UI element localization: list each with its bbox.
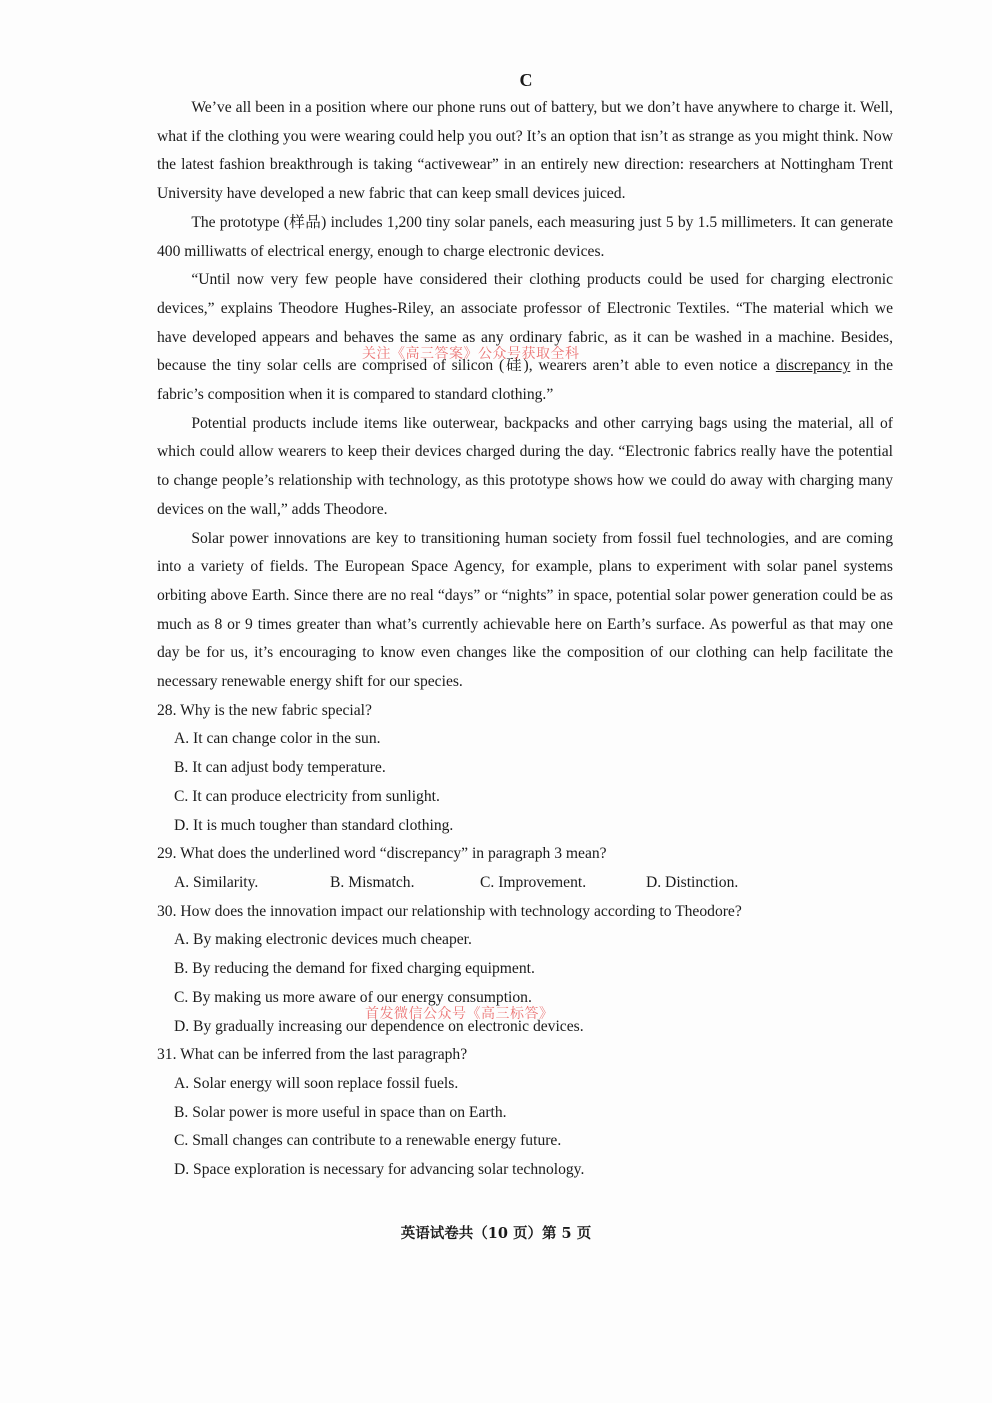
question-stem: 29. What does the underlined word “discrepancy” in paragraph 3 mean?	[157, 845, 607, 863]
option-b: B. It can adjust body temperature.	[174, 759, 386, 777]
option-c: C. Small changes can contribute to a renewable energy future.	[174, 1132, 562, 1150]
option-b: B. Mismatch.	[330, 873, 415, 891]
option-d: D. Space exploration is necessary for advancing solar technology.	[174, 1161, 585, 1179]
option-d: D. Distinction.	[646, 873, 739, 891]
paragraph-3-text-before: “Until now very few people have considered their clothing products could be used for charging electronic devices,” explains Theodore Hughes-Riley, an associate professor of Electronic Textiles. “The material which we have developed appears and behaves the same as any ordinary fabric, as it can be washed in a machine. Besides, because the tiny solar cells are comprised of silicon (硅), wearers aren’t able to even notice a	[157, 271, 893, 375]
paragraph-5: Solar power innovations are key to transitioning human society from fossil fuel technologies, and are coming into a variety of fields. The European Space Agency, for example, plans to experiment with solar panel systems orbiting above Earth. Since there are no real “days” or “nights” in space, potential solar power generation could be as much as 8 or 9 times greater than what’s currently achievable here on Earth’s surface. As powerful as that may one day be for us, it’s encouraging to know even changes like the composition of our clothing can help facilitate the necessary renewable energy shift for our species.	[157, 529, 893, 691]
paragraph-4: Potential products include items like outerwear, backpacks and other carrying bags using the material, all of which could allow wearers to keep their devices charged during the day. “Electronic fabrics really have the potential to change people’s relationship with technology, as this prototype shows how we could do away with charging many devices on the wall,” adds Theodore.	[157, 414, 893, 518]
question-stem: 30. How does the innovation impact our relationship with technology according to Theodore?	[157, 902, 742, 920]
option-a: A. Similarity.	[174, 873, 259, 891]
option-c: C. Improvement.	[480, 873, 587, 891]
option-a: A. By making electronic devices much cheaper.	[174, 931, 472, 949]
option-c: C. By making us more aware of our energy consumption.	[174, 988, 532, 1006]
underlined-word: discrepancy	[775, 357, 851, 375]
option-a: A. Solar energy will soon replace fossil fuels.	[174, 1074, 459, 1092]
paragraph-2: The prototype (样品) includes 1,200 tiny solar panels, each measuring just 5 by 1.5 millimeters. It can generate 400 milliwatts of electrical energy, enough to charge electronic devices.	[157, 213, 893, 260]
question-stem: 28. Why is the new fabric special?	[157, 701, 372, 719]
question-28	[157, 697, 893, 841]
paragraph-3-text-after: in the fabric’s composition when it is compared to standard clothing.”	[157, 357, 894, 404]
section-heading: C	[519, 70, 533, 90]
paragraph-1: We’ve all been in a position where our phone runs out of battery, but we don’t have anywhere to charge it. Well, what if the clothing you were wearing could help you out? It’s an option that isn’t as strange as you might think. Now the latest fashion breakthrough is taking “activewear” in an entirely new direction: researchers at Nottingham Trent University have developed a new fabric that can keep small devices juiced.	[157, 99, 893, 203]
option-d: D. It is much tougher than standard clothing.	[174, 816, 454, 834]
paragraph-3	[157, 266, 893, 410]
question-31	[157, 1041, 893, 1185]
option-d: D. By gradually increasing our dependence on electronic devices.	[174, 1017, 584, 1035]
watermark-top: 关注《高三答案》公众号获取全科	[362, 346, 580, 362]
option-c: C. It can produce electricity from sunlight.	[174, 787, 440, 805]
option-b: B. By reducing the demand for fixed charging equipment.	[174, 960, 535, 978]
page-footer: 英语试卷共（10 页）第 5 页	[400, 1225, 592, 1242]
watermark-bottom: 首发微信公众号《高三标答》	[365, 1006, 554, 1022]
option-b: B. Solar power is more useful in space than on Earth.	[174, 1103, 507, 1121]
question-29	[157, 840, 893, 897]
option-a: A. It can change color in the sun.	[174, 730, 381, 748]
options-row	[157, 869, 893, 898]
question-stem: 31. What can be inferred from the last paragraph?	[157, 1046, 468, 1064]
